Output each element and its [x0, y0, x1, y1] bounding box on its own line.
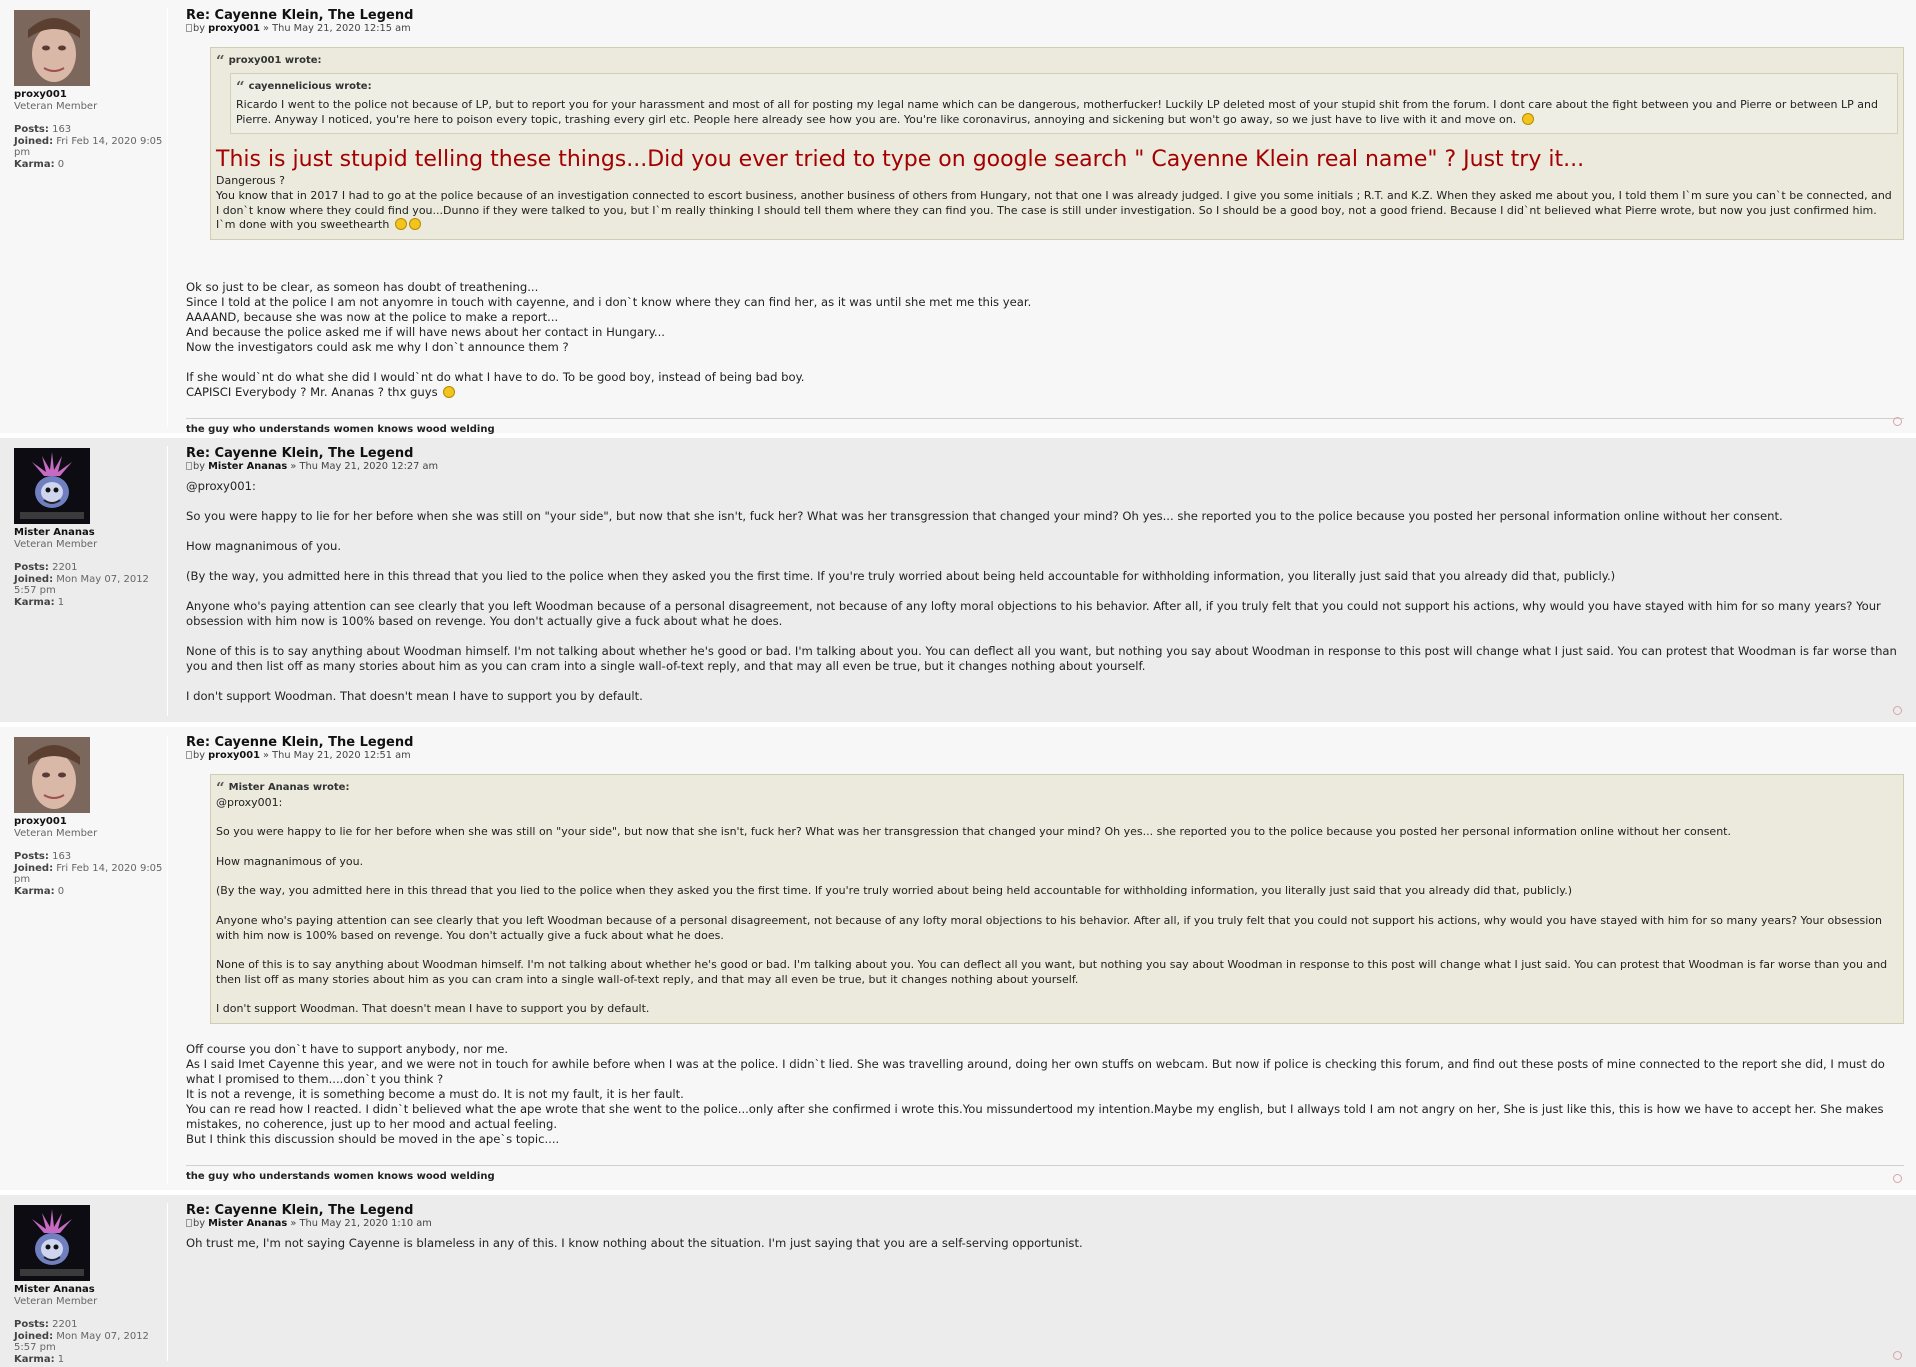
user-joined: Joined: Mon May 07, 2012 5:57 pm [14, 573, 149, 596]
post [0, 0, 1916, 438]
post [0, 438, 1916, 727]
quote-line: None of this is to say anything about Woodman himself. I'm not talking about whether he's good or bad. I'm talking about you. You can deflect all you want, but nothing you say about Woodman in response to this post will change what I just said. You can protest that Woodman is far worse than you and then list off as many stories about him as you can cram into a single wall-of-text reply, and that may all even be true, but it changes nothing about yourself. [216, 958, 1888, 986]
post-line: CAPISCI Everybody ? Mr. Ananas ? thx guys [186, 385, 1904, 400]
post-line: As I said Imet Cayenne this year, and we were not in touch for awhile before when I was at the police. I didn`t lied. She was travelling around, doing her own stuffs on webcam. But now if police is checking this forum, and find out these posts of mine connected to the report she did, I must do what I promised to them....don`t you think ? [186, 1056, 1885, 1086]
post-profile [14, 737, 164, 897]
post-meta: by Mister Ananas » Thu May 21, 2020 12:27 am [186, 461, 1904, 473]
avatar[interactable] [14, 448, 90, 524]
user-karma: Karma: 1 [14, 1353, 65, 1365]
user-karma: Karma: 0 [14, 885, 65, 897]
user-karma: Karma: 1 [14, 596, 65, 608]
quote-line: I`m done with you sweethearth [216, 218, 1898, 233]
post-line: @proxy001: [186, 479, 256, 493]
post-content [186, 1203, 1904, 1251]
user-joined: Joined: Fri Feb 14, 2020 9:05 pm [14, 135, 163, 158]
quote-block [210, 47, 1904, 240]
post-line: Since I told at the police I am not anyomre in touch with cayenne, and i don`t know where they can find her, as it was until she met me this year. [186, 294, 1032, 309]
back-to-top-icon[interactable] [1893, 706, 1902, 715]
smiley-icon [443, 386, 455, 398]
user-posts: Posts: 2201 [14, 562, 78, 573]
avatar[interactable] [14, 1205, 90, 1281]
signature: the guy who understands women knows wood welding [186, 1165, 1904, 1184]
username[interactable]: Mister Ananas [14, 527, 95, 538]
quote-line: How magnanimous of you. [216, 854, 364, 868]
user-karma: Karma: 0 [14, 158, 65, 170]
quote-mark-icon: “ [216, 52, 225, 70]
username[interactable]: Mister Ananas [14, 1284, 95, 1295]
user-rank: Veteran Member [14, 1295, 98, 1307]
post-date: Thu May 21, 2020 12:51 am [272, 750, 411, 761]
post-line: Now the investigators could ask me why I don`t announce them ? [186, 339, 569, 354]
user-rank: Veteran Member [14, 100, 98, 112]
post-author-link[interactable]: proxy001 [208, 23, 260, 34]
user-joined: Joined: Fri Feb 14, 2020 9:05 pm [14, 862, 163, 885]
user-posts: Posts: 2201 [14, 1319, 78, 1330]
post-line: You can re read how I reacted. I didn`t believed what the ape wrote that she went to the police...only after she confirmed i wrote this.You missundertood my intention.Maybe my english, but I allways told I am not angry on her, She is just like this, this is how we have to accept her. She makes mistakes, no coherence, just up to her mood and actual feeling. [186, 1101, 1884, 1131]
post-line: I don't support Woodman. That doesn't mean I have to support you by default. [186, 689, 643, 703]
back-to-top-icon[interactable] [1893, 417, 1902, 426]
post-line: So you were happy to lie for her before when she was still on "your side", but now that she isn't, fuck her? What was her transgression that changed your mind? Oh yes... she reported you to the police because you posted her personal information online without her consent. [186, 509, 1783, 523]
post-profile [14, 448, 164, 608]
post-meta: by proxy001 » Thu May 21, 2020 12:51 am [186, 750, 1904, 762]
post-title[interactable]: Re: Cayenne Klein, The Legend [186, 735, 414, 750]
post-author-link[interactable]: Mister Ananas [208, 461, 288, 472]
post-profile [14, 10, 164, 170]
post-line: (By the way, you admitted here in this thread that you lied to the police when they asked you the first time. If you're truly worried about being held accountable for withholding information, you literally just said that you already did that, publicly.) [186, 569, 1616, 583]
post-icon[interactable] [186, 462, 192, 470]
post-line: It is not a revenge, it is something become a must do. It is not my fault, it is her fault. [186, 1086, 684, 1101]
post-author-link[interactable]: Mister Ananas [208, 1218, 288, 1229]
username[interactable]: proxy001 [14, 89, 67, 100]
quote-cite: “ proxy001 wrote: [216, 52, 322, 70]
username[interactable]: proxy001 [14, 816, 67, 827]
post-line: Ok so just to be clear, as someon has doubt of treathening... [186, 279, 539, 294]
post-author-link[interactable]: proxy001 [208, 750, 260, 761]
user-posts: Posts: 163 [14, 124, 72, 135]
avatar[interactable] [14, 737, 90, 813]
post-meta: by Mister Ananas » Thu May 21, 2020 1:10 am [186, 1218, 1904, 1230]
post-content [186, 446, 1904, 704]
smiley-icon [395, 218, 407, 230]
post-date: Thu May 21, 2020 12:15 am [272, 23, 411, 34]
back-to-top-icon[interactable] [1893, 1351, 1902, 1360]
user-rank: Veteran Member [14, 827, 98, 839]
post-icon[interactable] [186, 24, 192, 32]
profile-divider [167, 8, 168, 427]
post-icon[interactable] [186, 1219, 192, 1227]
post-line: Anyone who's paying attention can see clearly that you left Woodman because of a personal disagreement, not because of any lofty moral objections to his behavior. After all, if you truly felt that you could not support his actions, why would you have stayed with him for so many years? Your obsession with him now is 100% based on revenge. You don't actually give a fuck about what he does. [186, 599, 1881, 628]
quote-line: Anyone who's paying attention can see clearly that you left Woodman because of a personal disagreement, not because of any lofty moral objections to his behavior. After all, if you truly felt that you could not support his actions, why would you have stayed with him for so many years? Your obsession with him now is 100% based on revenge. You don't actually give a fuck about what he does. [216, 913, 1882, 942]
quote-line: So you were happy to lie for her before when she was still on "your side", but now that she isn't, fuck her? What was her transgression that changed your mind? Oh yes... she reported you to the police because you posted her personal information online without her consent. [216, 825, 1731, 839]
post-meta: by proxy001 » Thu May 21, 2020 12:15 am [186, 23, 1904, 35]
quote-mark-icon: “ [216, 779, 225, 797]
post-title[interactable]: Re: Cayenne Klein, The Legend [186, 1203, 414, 1218]
quote-cite: “ Mister Ananas wrote: [216, 779, 350, 797]
signature: the guy who understands women knows wood welding [186, 418, 1904, 437]
post-line: And because the police asked me if will have news about her contact in Hungary... [186, 324, 665, 339]
quote-cite: “ cayennelicious wrote: [236, 77, 372, 96]
back-to-top-icon[interactable] [1893, 1174, 1902, 1183]
profile-divider [167, 1203, 168, 1361]
post-title[interactable]: Re: Cayenne Klein, The Legend [186, 8, 414, 23]
profile-divider [167, 735, 168, 1184]
quote-line: Dangerous ? [216, 174, 285, 188]
profile-divider [167, 446, 168, 716]
quote-line: (By the way, you admitted here in this thread that you lied to the police when they asked you the first time. If you're truly worried about being held accountable for withholding information, you literally just said that you already did that, publicly.) [216, 884, 1572, 898]
post-title[interactable]: Re: Cayenne Klein, The Legend [186, 446, 414, 461]
post-line: None of this is to say anything about Woodman himself. I'm not talking about whether he's good or bad. I'm talking about you. You can deflect all you want, but nothing you say about Woodman in response to this post will change what I just said. You can protest that Woodman is far worse than you and then list off as many stories about him as you can cram into a single wall-of-text reply, and that may all even be true, but it changes nothing about yourself. [186, 644, 1897, 673]
nested-quote-block [230, 73, 1898, 135]
avatar[interactable] [14, 10, 90, 86]
post [0, 1195, 1916, 1367]
post-line: Oh trust me, I'm not saying Cayenne is blameless in any of this. I know nothing about the situation. I'm just saying that you are a self-serving opportunist. [186, 1236, 1083, 1250]
user-rank: Veteran Member [14, 538, 98, 550]
quote-line: You know that in 2017 I had to go at the police because of an investigation connected to escort business, another business of others from Hungary, not that one I was already judged. I give you some initials ; R.T. and K.Z. When they asked me about you, I told them I`m sure you can`t be connected, and I don`t know where they could find you...Dunno if they were talked to you, but I`m really thinking I should tell them where they can find you. The case is still under investigation. So I should be a good boy, not a good friend. Because I did`nt believed what Pierre wrote, but now you just confirmed him. [216, 188, 1892, 217]
post-line: How magnanimous of you. [186, 539, 342, 553]
post-profile [14, 1205, 164, 1365]
quote-line: @proxy001: [216, 795, 283, 809]
post-date: Thu May 21, 2020 12:27 am [299, 461, 439, 472]
quote-block [210, 774, 1904, 1024]
post-date: Thu May 21, 2020 1:10 am [299, 1218, 432, 1229]
post-line: Off course you don`t have to support anybody, nor me. [186, 1041, 509, 1056]
post-line: AAAAND, because she was now at the police to make a report... [186, 309, 559, 324]
highlighted-text: This is just stupid telling these things...Did you ever tried to type on google search " Cayenne Klein real name" ? Just try it... [216, 147, 1585, 173]
user-posts: Posts: 163 [14, 851, 72, 862]
post-content [186, 735, 1904, 1184]
post-content [186, 8, 1904, 437]
smiley-icon [1522, 113, 1534, 125]
smiley-icon [409, 218, 421, 230]
post-icon[interactable] [186, 751, 192, 759]
quote-text: Ricardo I went to the police not because of LP, but to report you for your harassment and most of all for posting my legal name which can be dangerous, motherfucker! Luckily LP deleted most of your stupid shit from the forum. I dont care about the fight between you and Pierre or between LP and Pierre. Anyway I noticed, you're here to poison every topic, trashing every girl etc. People here already see how you are. You're like coronavirus, annoying and sickening but won't go away, so we just have to live with it and move on. [236, 98, 1878, 126]
post-line: If she would`nt do what she did I would`nt do what I have to do. To be good boy, instead of being bad boy. [186, 369, 805, 384]
post [0, 727, 1916, 1195]
quote-line: I don't support Woodman. That doesn't mean I have to support you by default. [216, 1002, 650, 1016]
quote-mark-icon: “ [236, 77, 245, 96]
user-joined: Joined: Mon May 07, 2012 5:57 pm [14, 1330, 149, 1353]
post-line: But I think this discussion should be moved in the ape`s topic.... [186, 1131, 560, 1146]
